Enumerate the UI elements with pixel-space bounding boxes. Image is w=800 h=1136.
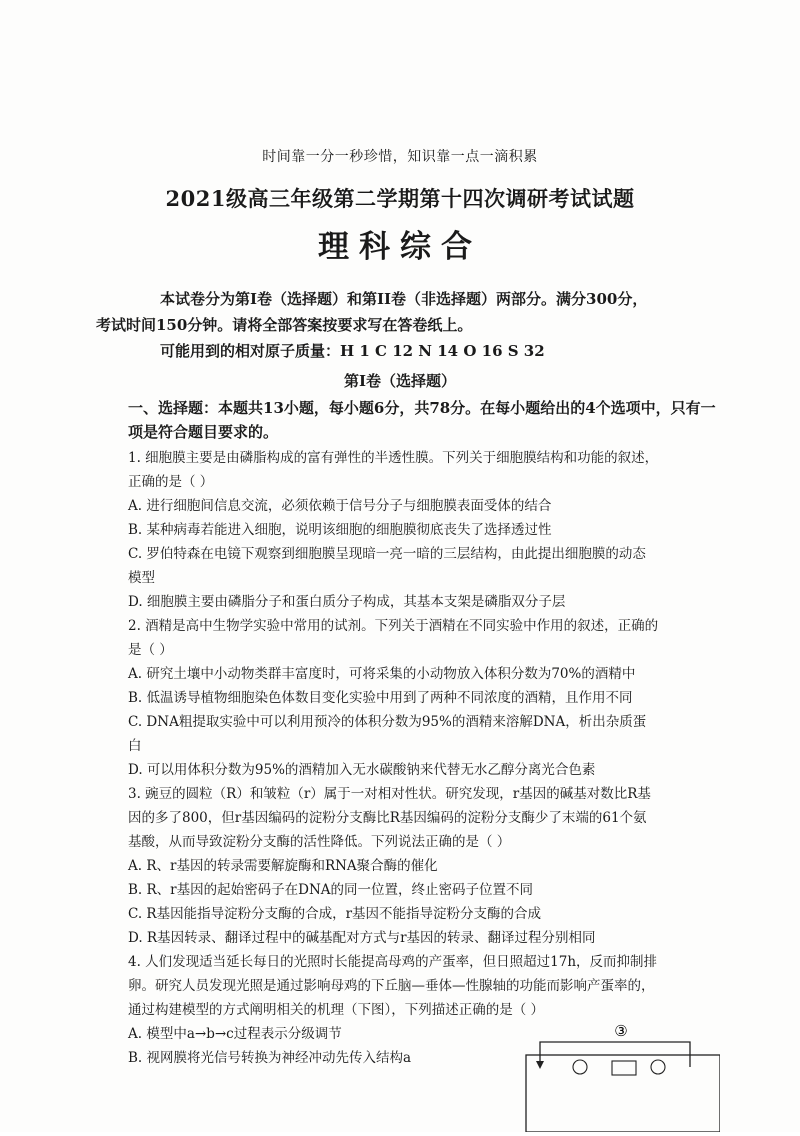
- question-3-stem-line-1: 3. 豌豆的圆粒（R）和皱粒（r）属于一对相对性状。研究发现，r基因的碱基对数比R基: [128, 786, 651, 802]
- diagram-label: ③: [614, 1022, 628, 1040]
- motto: 时间靠一分一秒珍惜，知识靠一点一滴积累: [262, 149, 538, 165]
- hormone-regulation-diagram: [520, 1015, 720, 1132]
- question-3-option-b: B. R、r基因的起始密码子在DNA的同一位置，终止密码子位置不同: [128, 882, 534, 898]
- atomic-mass-note: 可能用到的相对原子质量：H 1 C 12 N 14 O 16 S 32: [160, 342, 545, 360]
- diagram-box: [612, 1061, 636, 1075]
- arrow-head-icon: [536, 1061, 544, 1069]
- diagram-frame: [526, 1055, 720, 1132]
- question-2-option-b: B. 低温诱导植物细胞染色体数目变化实验中用到了两种不同浓度的酒精，且作用不同: [128, 690, 633, 706]
- question-4-stem-line-3: 通过构建模型的方式阐明相关的机理（下图），下列描述正确的是（ ）: [128, 1002, 545, 1018]
- diagram-node-1: [573, 1060, 587, 1074]
- section-heading: [128, 396, 716, 444]
- question-2-option-c-line-2: 白: [128, 738, 142, 754]
- question-2-option-a: A. 研究土壤中小动物类群丰富度时，可将采集的小动物放入体积分数为70%的酒精中: [128, 666, 636, 682]
- question-3-option-a: A. R、r基因的转录需要解旋酶和RNA聚合酶的催化: [128, 858, 438, 874]
- question-1-option-c-line-2: 模型: [128, 570, 155, 586]
- question-4-stem-line-2: 卵。研究人员发现光照是通过影响母鸡的下丘脑—垂体—性腺轴的功能而影响产蛋率的，: [128, 978, 655, 994]
- question-1-option-a: A. 进行细胞间信息交流，必须依赖于信号分子与细胞膜表面受体的结合: [128, 498, 552, 514]
- question-1-option-d: D. 细胞膜主要由磷脂分子和蛋白质分子构成，其基本支架是磷脂双分子层: [128, 594, 566, 610]
- question-1-option-b: B. 某种病毒若能进入细胞，说明该细胞的细胞膜彻底丧失了选择透过性: [128, 522, 552, 538]
- question-1-stem-line-2: 正确的是（ ）: [128, 474, 214, 490]
- question-1: [128, 446, 708, 614]
- instructions-line-2: 考试时间150分钟。请将全部答案按要求写在答卷纸上。: [96, 316, 473, 334]
- question-3-stem-line-2: 因的多了800，但r基因编码的淀粉分支酶比R基因编码的淀粉分支酶少了末端的61个氨: [128, 810, 647, 826]
- question-4-option-b: B. 视网膜将光信号转换为神经冲动先传入结构a: [128, 1050, 412, 1066]
- exam-title: 2021级高三年级第二学期第十四次调研考试试题: [165, 186, 635, 211]
- question-3-option-c: C. R基因能指导淀粉分支酶的合成，r基因不能指导淀粉分支酶的合成: [128, 906, 542, 922]
- diagram-svg: [520, 1015, 720, 1132]
- question-2-stem-line-2: 是（ ）: [128, 642, 173, 658]
- diagram-node-2: [651, 1060, 665, 1074]
- instructions-line-1: 本试卷分为第I卷（选择题）和第II卷（非选择题）两部分。满分300分，: [160, 290, 648, 308]
- question-1-option-c-line-1: C. 罗伯特森在电镜下观察到细胞膜呈现暗一亮一暗的三层结构，由此提出细胞膜的动态: [128, 546, 646, 562]
- section-heading-line-2: 项是符合题目要求的。: [128, 423, 279, 441]
- exam-instructions: [96, 286, 656, 338]
- question-4-option-a: A. 模型中a→b→c过程表示分级调节: [128, 1026, 342, 1042]
- question-2-option-c-line-1: C. DNA粗提取实验中可以利用预冷的体积分数为95%的酒精来溶解DNA，析出杂质蛋: [128, 714, 647, 730]
- subject-title: 理科综合: [318, 229, 482, 265]
- section-title: 第I卷（选择题）: [343, 372, 457, 390]
- question-2-option-d: D. 可以用体积分数为95%的酒精加入无水碳酸钠来代替无水乙醇分离光合色素: [128, 762, 596, 778]
- question-1-stem-line-1: 1. 细胞膜主要是由磷脂构成的富有弹性的半透性膜。下列关于细胞膜结构和功能的叙述，: [128, 450, 659, 466]
- question-3-stem-line-3: 基酸，从而导致淀粉分支酶的活性降低。下列说法正确的是（ ）: [128, 834, 511, 850]
- question-3-option-d: D. R基因转录、翻译过程中的碱基配对方式与r基因的转录、翻译过程分别相同: [128, 930, 596, 946]
- question-3: [128, 782, 708, 950]
- question-2: [128, 614, 708, 782]
- question-4-stem-line-1: 4. 人们发现适当延长每日的光照时长能提高母鸡的产蛋率，但日照超过17h，反而抑制排: [128, 954, 658, 970]
- section-heading-line-1: 一、选择题：本题共13小题，每小题6分，共78分。在每小题给出的4个选项中，只有一: [128, 399, 716, 417]
- question-2-stem-line-1: 2. 酒精是高中生物学实验中常用的试剂。下列关于酒精在不同实验中作用的叙述，正确的: [128, 618, 659, 634]
